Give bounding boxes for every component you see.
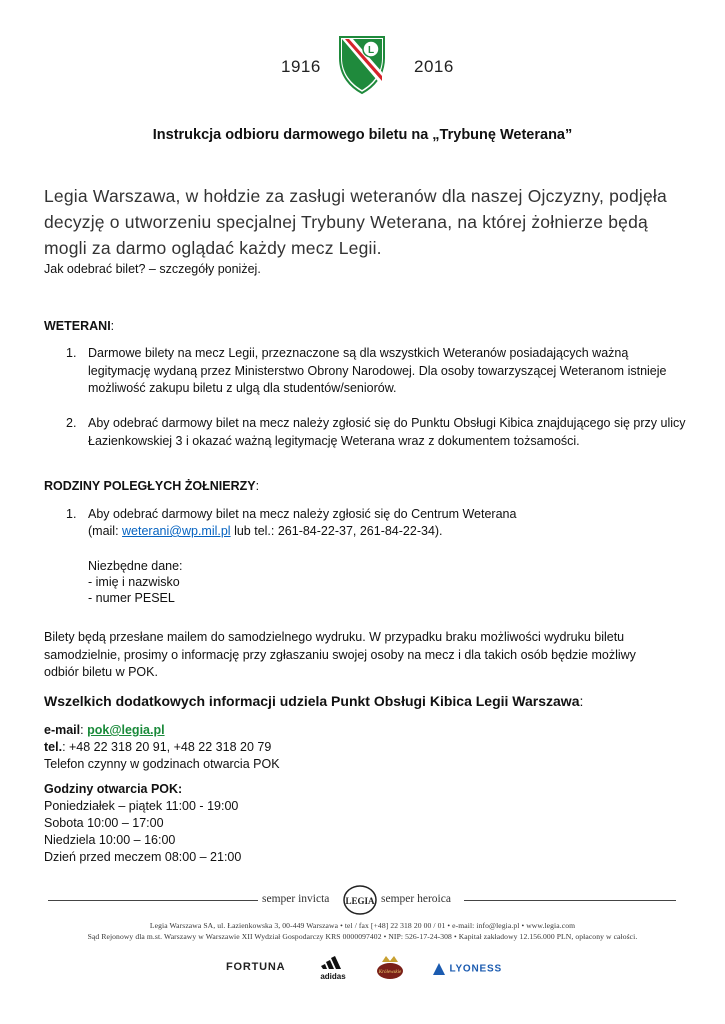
motto-left: semper invicta bbox=[262, 893, 330, 905]
veterans-center-email-link[interactable]: weterani@wp.mil.pl bbox=[122, 524, 231, 538]
families-heading: RODZINY POLEGŁYCH ŻOŁNIERZY: bbox=[44, 479, 260, 493]
opening-hours-line: Poniedziałek – piątek 11:00 - 19:00 bbox=[44, 799, 239, 813]
how-to-text: Jak odebrać bilet? – szczegóły poniżej. bbox=[44, 262, 261, 276]
year-right: 2016 bbox=[414, 57, 454, 76]
contact-email-line: e-mail: pok@legia.pl bbox=[44, 723, 165, 737]
veterans-item-1: Darmowe bilety na mecz Legii, przeznaczone są dla wszystkich Weteranów posiadających ważną legitymację wydaną przez Ministerstwo Obrony Narodowej. Dla osoby towarzyszącej Weteranom istnieje możliwość zakupu biletu z ulgą dla studentów/seniorów. bbox=[88, 346, 667, 395]
footer-divider-left bbox=[48, 900, 258, 901]
pok-email-link[interactable]: pok@legia.pl bbox=[87, 723, 165, 737]
page-title: Instrukcja odbioru darmowego biletu na „Trybunę Weterana” bbox=[152, 127, 573, 143]
sponsor-lyoness-logo: LYONESS bbox=[433, 960, 502, 978]
needed-data-item: - numer PESEL bbox=[88, 591, 175, 605]
needed-data-item: - imię i nazwisko bbox=[88, 575, 180, 589]
veterans-item-1-number: 1. bbox=[66, 346, 77, 360]
lyoness-triangle-icon bbox=[433, 963, 445, 975]
crest-letter: L bbox=[367, 45, 375, 56]
opening-hours-line: Niedziela 10:00 – 16:00 bbox=[44, 833, 176, 847]
needed-data-title: Niezbędne dane: bbox=[88, 559, 183, 573]
svg-text:LEGIA: LEGIA bbox=[345, 896, 375, 906]
opening-hours-line: Dzień przed meczem 08:00 – 21:00 bbox=[44, 850, 242, 864]
lead-paragraph: Legia Warszawa, w hołdzie za zasługi weteranów dla naszej Ojczyzny, podjęła decyzję o utworzeniu specjalnej Trybuny Weterana, na której żołnierze będą mogli za darmo oglądać każdy mecz Legii. bbox=[44, 186, 667, 258]
svg-text:Królewskie: Królewskie bbox=[378, 970, 402, 975]
info-heading: Wszelkich dodatkowych informacji udziela Punkt Obsługi Kibica Legii Warszawa: bbox=[44, 693, 584, 709]
footer-address: Legia Warszawa SA, ul. Łazienkowska 3, 00-449 Warszawa • tel / fax [+48] 22 318 20 00 / 01 • e-mail: info@legia.pl • www.legia.com bbox=[149, 921, 576, 930]
veterans-item-2: Aby odebrać darmowy bilet na mecz należy zgłosić się do Punktu Obsługi Kibica znajdującego się przy ulicy Łazienkowskiej 3 i okazać ważną legitymację Weterana wraz z dokumentem tożsamości. bbox=[88, 416, 686, 448]
contact-phone-line: tel.: +48 22 318 20 91, +48 22 318 20 79 bbox=[44, 740, 272, 754]
families-item-line1: Aby odebrać darmowy bilet na mecz należy zgłosić się do Centrum Weterana bbox=[88, 507, 517, 521]
opening-hours-line: Sobota 10:00 – 17:00 bbox=[44, 816, 164, 830]
families-item-mail-line: (mail: weterani@wp.mil.pl lub tel.: 261-84-22-37, 261-84-22-34). bbox=[88, 524, 443, 538]
sponsor-fortuna-logo: FORTUNA bbox=[226, 961, 286, 973]
legia-footer-logo-icon bbox=[342, 884, 378, 916]
krolewskie-crown-icon bbox=[375, 952, 405, 982]
year-left: 1916 bbox=[281, 57, 321, 76]
motto-right: semper heroica bbox=[381, 893, 451, 905]
families-item-number: 1. bbox=[66, 507, 77, 521]
phone-hours-note: Telefon czynny w godzinach otwarcia POK bbox=[44, 757, 280, 771]
veterans-heading: WETERANI: bbox=[44, 319, 115, 333]
sponsor-adidas-logo: adidas bbox=[316, 955, 350, 981]
legia-crest-icon bbox=[337, 34, 387, 96]
veterans-item-2-number: 2. bbox=[66, 416, 77, 430]
footer-registry: Sąd Rejonowy dla m.st. Warszawy w Warszawie XII Wydział Gospodarczy KRS 0000097402 • NIP: 526-17-24-308 • Kapitał zakładowy 12.156.000 PLN, opłacony w całości. bbox=[87, 932, 638, 941]
footer-divider-right bbox=[464, 900, 676, 901]
adidas-stripes-icon bbox=[319, 955, 347, 969]
tickets-note: Bilety będą przesłane mailem do samodzielnego wydruku. W przypadku braku możliwości wydruku biletu samodzielnie, prosimy o informację przy zgłaszaniu swojej osoby na mecz i dla takich osób będzie możliwy odbiór biletu w POK. bbox=[44, 630, 636, 679]
sponsor-krolewskie-logo bbox=[375, 952, 405, 982]
opening-hours-title: Godziny otwarcia POK: bbox=[44, 782, 183, 796]
